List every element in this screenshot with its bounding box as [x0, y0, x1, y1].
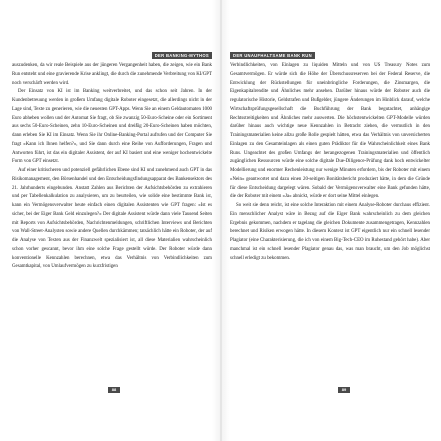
right-paragraph-2: So weit sie denn reicht, ist eine solche Interaktion mit einem Analyse-Roboter durchaus effizient. Ein menschlicher Analyst wäre in Bezug auf die Eiger Bank wahrscheinlich zu dem gleichen Ergebnis gekommen, nachdem er tagelang die gleichen Dokumente zusammengetragen, Kennzahlen berechnet und Risiken erwogen hätte. In diesem Kontext ist GPT eigentlich nur ein schnell lesender Plagiator (eine Charakterisierung, die ich von einem Big-Tech-CEO im Ruhestand gehört habe). Aber manchmal ist ein schnell lesender Plagiator genau das, was man braucht, um den Job möglichst schnell erledigt zu bekommen.: [230, 203, 430, 261]
right-running-head: [230, 44, 315, 58]
right-page-number: 89: [338, 387, 350, 393]
right-body-text: [230, 62, 430, 263]
left-paragraph-2: Der Einsatz von KI ist im Banking weitverbreitet, und das schon seit Jahren. In der Kundenbetreuung werden in großem Umfang digitale Roboter eingesetzt, die allerdings nicht in der Lage sind, Texte zu generieren, wie die neuesten GPT-Apps. Wenn Sie an einem Geldautomaten 1000 Euro abheben wollen und der Automat Sie fragt, ob Sie zwanzig 50-Euro-Scheine oder ein Sortiment aus sechs 50-Euro-Scheinen, zehn 10-Euro-Scheinen und dreißig 20-Euro-Scheinen haben möchten, dann erleben Sie KI im Einsatz. Wenn Sie ihr Online-Banking-Portal aufrufen und der Computer Sie fragt »Kann ich Ihnen helfen?«, und Sie dann durch eine Reihe von Aufforderungen, Fragen und Antworten führt, ist das ein digitaler Assistent, der auf KI basiert und eine weniger hochentwickelte Form von GPT einsetzt.: [12, 89, 212, 165]
right-running-head-label: DER UNAUFHALTSAME BANK RUN: [230, 52, 315, 59]
right-paragraph-1: Verbindlichkeiten, von Einlagen zu liquiden Mitteln und von US Treasury Notes zum Gesamtvermögen. Er würde sich die Höhe der Überschussreserven bei der Federal Reserve, die Entwicklung der Rückstellungen für uneinbringliche Forderungen, die Zinsmargen, die Eigenkapitalrendite und Ähnliches mehr ansehen. Darüber hinaus würde der Roboter auch die regulatorische Historie, Geldstrafen und Bußgelder, jüngere Änderungen im Hinblick darauf, welche Wirtschaftsprüfungsgesellschaft die Buchführung der Bank begutachtet, anhängige Rechtsstreitigkeiten und Ähnliches mehr auswerten. Die höchstentwickelten GPT-Modelle würden darüber hinaus auch wichtige neue Kennzahlen in Betracht ziehen, die vermutlich in den Trainingsmaterialien keine allzu große Rolle gespielt hätten, etwa das Verhältnis von unversicherten Einlagen zu den Gesamteinlagen als einen guten Prädiktor für die Wahrscheinlichkeit eines Bank Runs. Ungeachtet des großen Umfangs der herangezogenen Trainingsmaterialien und öffentlich zugänglichen Ressourcen würde eine solche digitale Due-Diligence-Prüfung dank hoch entwickelter Modellierung und enormer Rechenleistung nur wenige Minuten erfordern, bis der Roboter mit einem »Nein« geantwortet und dazu einen 20-seitigen Bonitätsbericht produziert hätte, in dem die Gründe für diese Entscheidung dargelegt wären. Sobald der Vermögensverwalter eine Bank gefunden hätte, die der Roboter mit einem »Ja« abnickt, würde er dort seine Mittel einlegen.: [230, 63, 430, 200]
left-paragraph-3: Auf einer kritischeren und potenziell gefährlichen Ebene sind KI und zunehmend auch GPT in das Risikomanagement, den Börsenhandel und den Entscheidungsfindungsapparat des Bankensektors des 21. Jahrhunderts eingebunden. Anstatt Zahlen aus Berichten der Aufsichtsbehörden zu extrahieren und per Tabellenkalkulation zu analysieren, um zu beurteilen, wie solide eine bestimmte Bank ist, kann ein Vermögensverwalter heute einfach einen digitalen Assistenten wie GPT fragen: »Ist es sicher, bei der Eiger Bank Geld einzulegen?« Der digitale Assistent würde dann viele Tausend Seiten mit Reports von Aufsichtsbehörden, Nachrichtenmeldungen, schriftlichen Interviews und Berichten von Wall-Street-Analysten sowie andere Quellen durchkämmen; tatsächlich hätte ein Roboter, der auf die Analyse von Texten aus der Finanzwelt spezialisiert ist, all diese Materialien wahrscheinlich schon vorher gescannt, bevor ihm eine solche Frage gestellt würde. Der Roboter würde dann konventionelle Kennzahlen berechnen, etwa das Verhältnis von Verbindlichkeiten zum Gesamtkapital, von Umlaufvermögen zu kurzfristigen: [12, 168, 212, 270]
left-page-number: 88: [108, 387, 120, 393]
left-running-head: [152, 44, 212, 58]
right-page: [230, 0, 430, 441]
left-page: [12, 0, 212, 441]
left-paragraph-1: auszudenken, da wir reale Beispiele aus der jüngeren Vergangenheit haben, die zeigen, wie ein Bank Run entsteht und eine gravierende Krise anklingt, die durch die zunehmende Verbreitung von KI/GPT noch verschärft werden wird.: [12, 63, 212, 86]
left-body-text: [12, 62, 212, 272]
left-running-head-label: DER BANKING-MYTHOS: [152, 52, 212, 59]
